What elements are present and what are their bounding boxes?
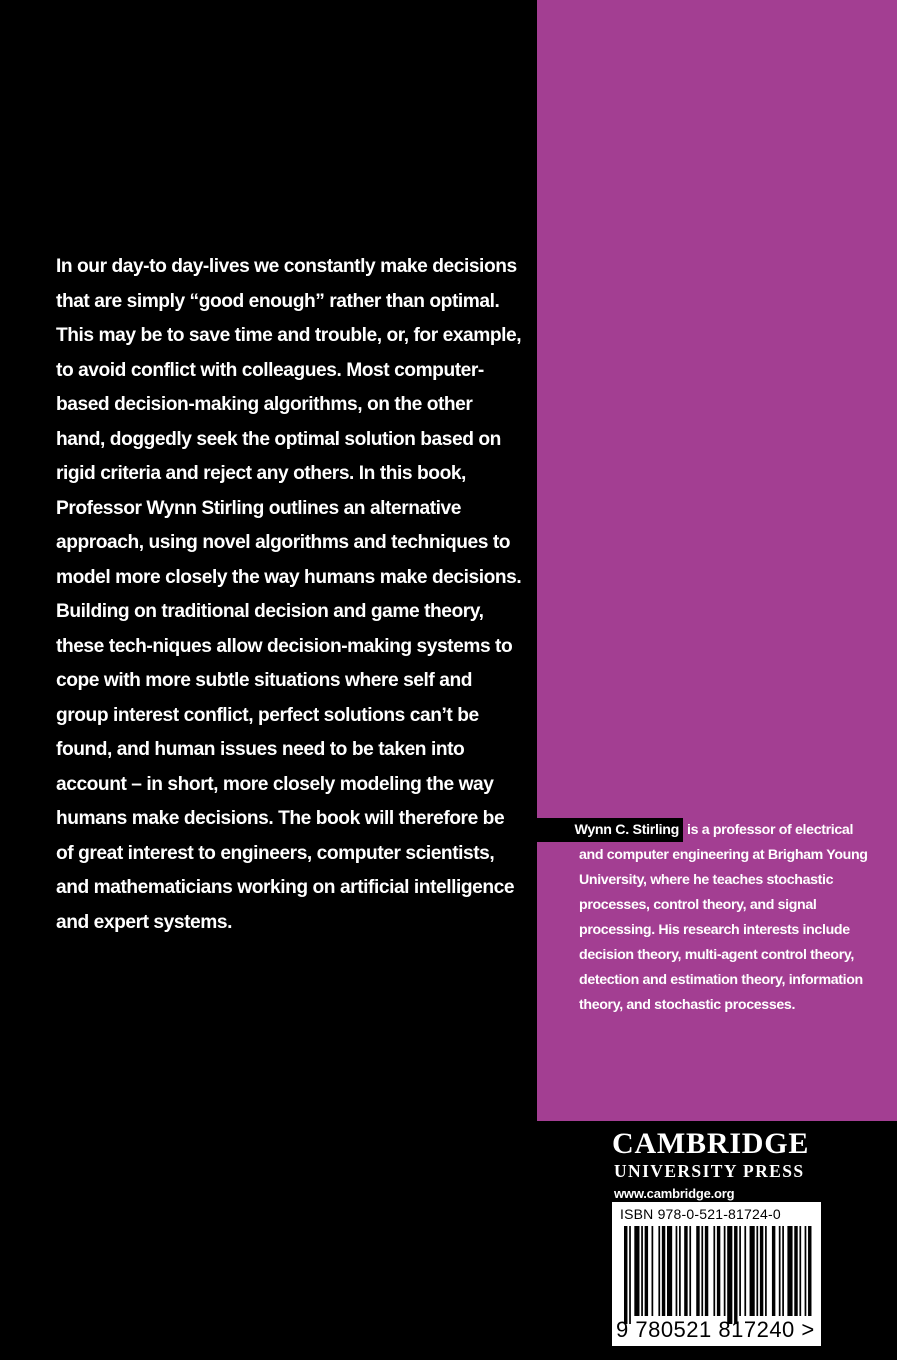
barcode-bar bbox=[756, 1226, 758, 1316]
barcode-bar bbox=[705, 1226, 708, 1316]
barcode-bar bbox=[645, 1226, 648, 1316]
barcode-bar bbox=[799, 1226, 801, 1316]
barcode-bar bbox=[787, 1226, 792, 1316]
barcode-bar bbox=[724, 1226, 726, 1316]
author-bio-text: is a professor of electrical and computer engineering at Brigham Young University, where he teaches stochastic processes, control theory, and signal processing. His research interests include decision theory, multi-agent control theory, detection and estimation theory, information theory, and stochastic processes. bbox=[579, 822, 868, 1013]
barcode-bar bbox=[744, 1226, 746, 1316]
barcode-bar bbox=[782, 1226, 784, 1316]
barcode-bar bbox=[696, 1226, 699, 1316]
barcode-bar bbox=[634, 1226, 639, 1316]
barcode-bar bbox=[750, 1226, 755, 1316]
isbn-label: ISBN 978-0-521-81724-0 bbox=[620, 1206, 781, 1222]
barcode-bar bbox=[641, 1226, 643, 1316]
barcode-panel bbox=[612, 1202, 821, 1346]
barcode-bar bbox=[624, 1226, 627, 1324]
barcode-bar bbox=[760, 1226, 763, 1316]
book-description: In our day-to day-lives we constantly make decisions that are simply “good enough” rather than optimal. This may be to save time and trouble, or, for example, to avoid conflict with colleagues. Most computer-based decision-making algorithms, on the other hand, doggedly seek the optimal solution based on rigid criteria and reject any others. In this book, Professor Wynn Stirling outlines an alternative approach, using novel algorithms and techniques to model more closely the way humans make decisions. Building on traditional decision and game theory, these tech-niques allow decision-making systems to cope with more subtle situations where self and group interest conflict, perfect solutions can’t be found, and human issues need to be taken into account – in short, more closely modeling the way humans make decisions. The book will therefore be of great interest to engineers, computer scientists, and mathematicians working on artificial intelligence and expert systems. bbox=[56, 256, 522, 933]
barcode-bar bbox=[717, 1226, 720, 1316]
barcode-bar bbox=[652, 1226, 654, 1316]
barcode-bar bbox=[658, 1226, 660, 1316]
barcode-bar bbox=[794, 1226, 797, 1316]
barcode-bar bbox=[679, 1226, 681, 1316]
barcode-bar bbox=[689, 1226, 691, 1316]
barcode-bar bbox=[667, 1226, 672, 1316]
barcode-bar bbox=[772, 1226, 775, 1316]
barcode-bar bbox=[676, 1226, 678, 1316]
barcode-bar bbox=[629, 1226, 631, 1324]
barcode-bar bbox=[684, 1226, 687, 1316]
barcode-digits: 9 780521 817240 > bbox=[616, 1317, 815, 1342]
barcode-bar bbox=[713, 1226, 715, 1316]
barcode-bar bbox=[805, 1226, 807, 1316]
publisher-url: www.cambridge.org bbox=[614, 1186, 735, 1201]
publisher-subtitle: UNIVERSITY PRESS bbox=[614, 1161, 805, 1181]
author-bio bbox=[579, 818, 879, 1018]
barcode-bar bbox=[808, 1226, 811, 1316]
author-name-label: Wynn C. Stirling bbox=[537, 818, 683, 842]
barcode-bar bbox=[765, 1226, 767, 1316]
barcode-bar bbox=[779, 1226, 781, 1316]
barcode-bar bbox=[701, 1226, 703, 1316]
barcode-bar bbox=[727, 1226, 732, 1324]
publisher-name: CAMBRIDGE bbox=[612, 1127, 810, 1160]
barcode-bar bbox=[734, 1226, 737, 1324]
barcode-bar bbox=[662, 1226, 665, 1316]
barcode-bar bbox=[739, 1226, 741, 1316]
publisher-block bbox=[612, 1128, 824, 1204]
